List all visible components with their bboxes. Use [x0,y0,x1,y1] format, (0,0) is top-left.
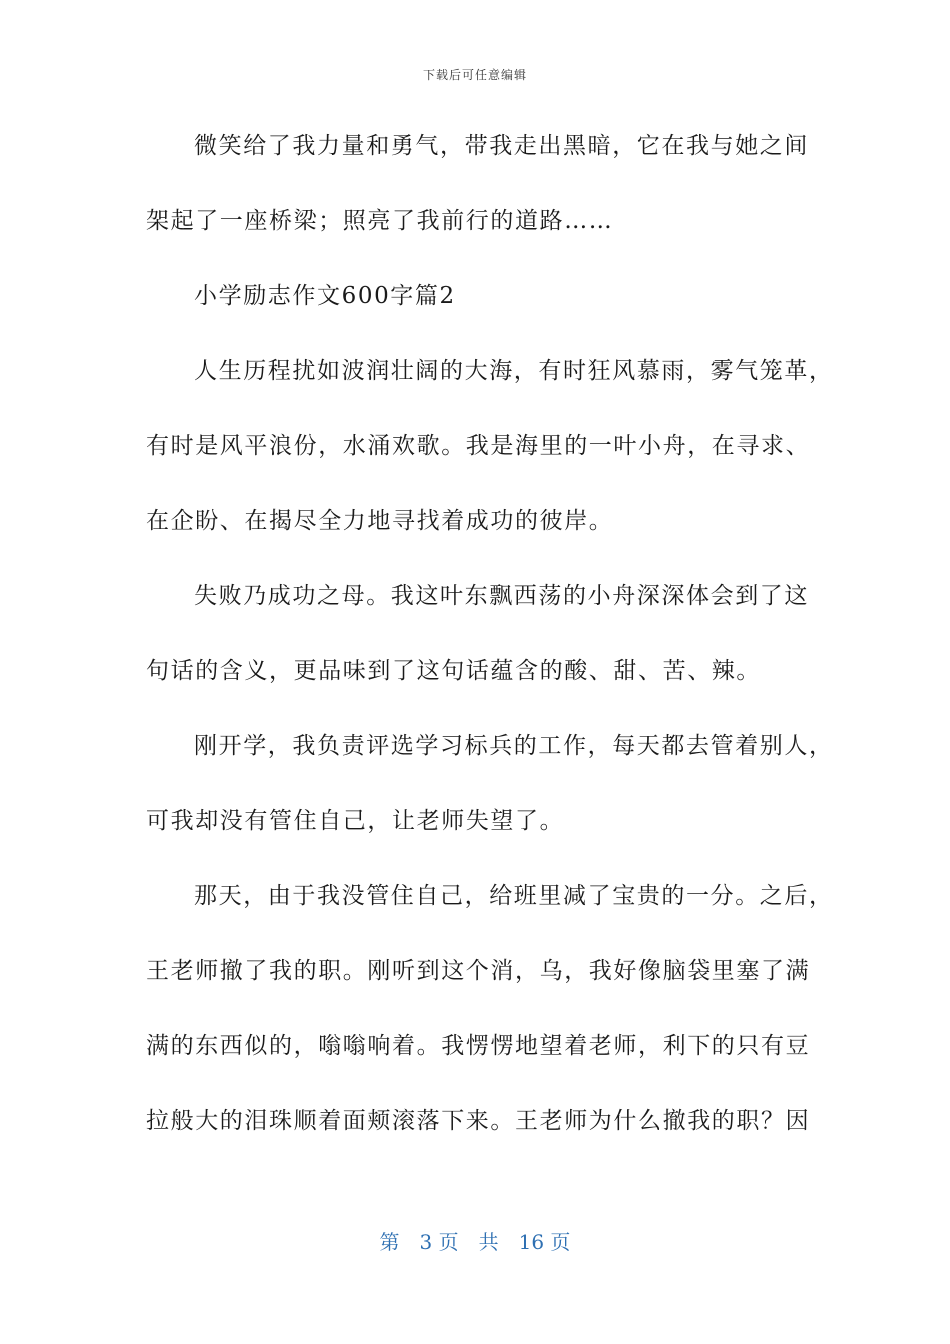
text-line: 王老师撤了我的职。刚听到这个消，乌，我好像脑袋里塞了满 [146,958,811,984]
text-line: 人生历程扰如波润壮阔的大海，有时狂风慕雨，雾气笼革， [194,358,834,384]
text-line: 句话的含义，更品味到了这句话蕴含的酸、甜、苦、辣。 [146,658,761,684]
page-number-footer: 第 3 页 共 16 页 [379,1230,571,1254]
text-line: 满的东西似的，嗡嗡响着。我愣愣地望着老师，利下的只有豆 [146,1033,811,1059]
text-line: 拉般大的泪珠顺着面颊滚落下来。王老师为什么撤我的职？因 [146,1108,811,1134]
text-line: 可我却没有管住自己，让老师失望了。 [146,808,565,834]
text-line: 刚开学，我负责评选学习标兵的工作，每天都去管着别人， [194,733,834,759]
page-header-note: 下载后可任意编辑 [422,68,527,82]
text-line: 架起了一座桥梁；照亮了我前行的道路…… [146,208,614,234]
text-line: 失败乃成功之母。我这叶东飘西荡的小舟深深体会到了这 [194,583,809,609]
text-line: 有时是风平浪份，水涌欢歌。我是海里的一叶小舟，在寻求、 [146,433,811,459]
text-line: 那天，由于我没管住自己，给班里减了宝贵的一分。之后， [194,883,834,909]
section-heading: 小学励志作文600字篇2 [194,283,456,309]
document-body [146,120,834,1170]
text-line: 在企盼、在揭尽全力地寻找着成功的彼岸。 [146,508,614,534]
text-line: 微笑给了我力量和勇气，带我走出黑暗，它在我与她之间 [194,133,809,159]
